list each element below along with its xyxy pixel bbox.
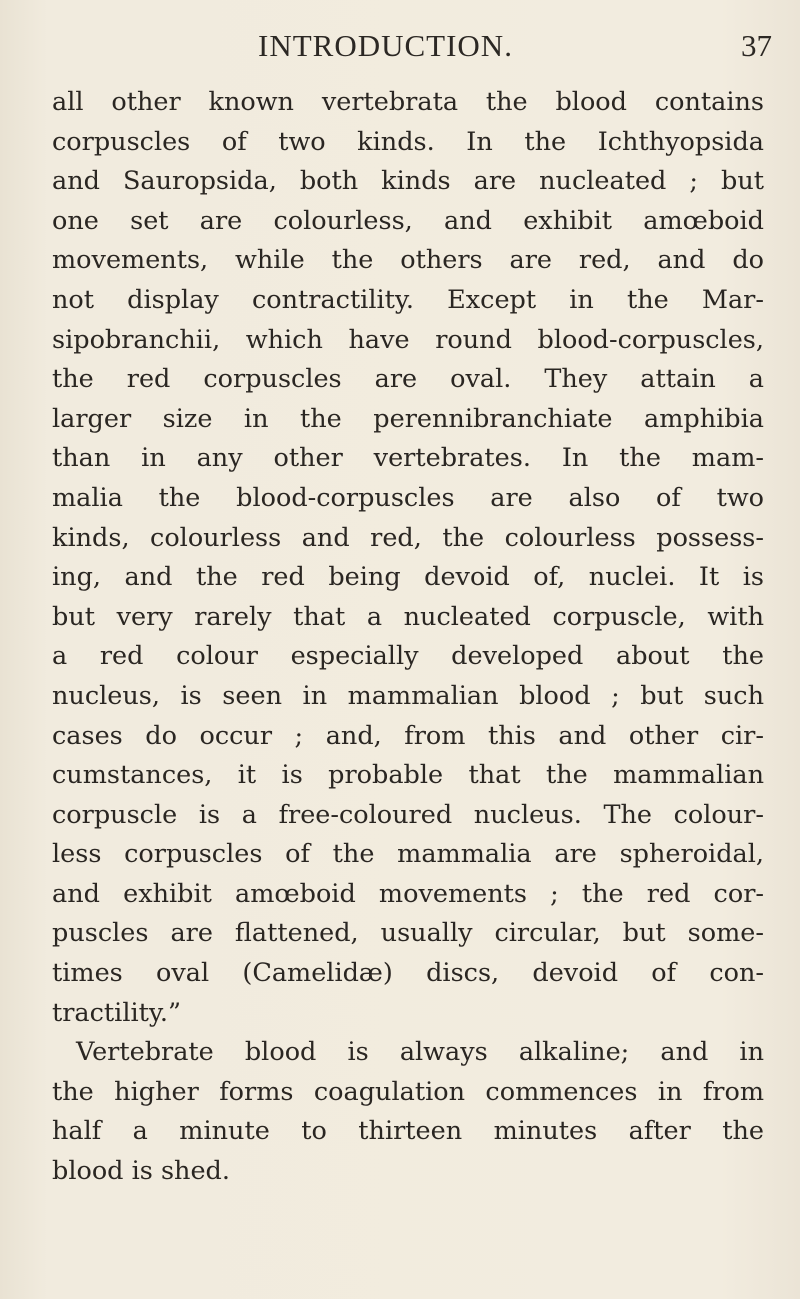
text-line: but very rarely that a nucleated corpuscle, with bbox=[52, 601, 764, 632]
text-line: ing, and the red being devoid of, nuclei. It is bbox=[52, 562, 764, 593]
running-head-title: INTRODUCTION. bbox=[258, 28, 513, 63]
text-line: cumstances, it is probable that the mammalian bbox=[52, 760, 764, 791]
running-head bbox=[0, 28, 800, 68]
text-line: cases do occur ; and, from this and other cir- bbox=[52, 720, 764, 751]
text-line: tractility.” bbox=[52, 997, 182, 1028]
text-line: corpuscle is a free-coloured nucleus. The colour- bbox=[52, 799, 764, 830]
text-line: corpuscles of two kinds. In the Ichthyopsida bbox=[52, 126, 764, 157]
text-line: and Sauropsida, both kinds are nucleated ; but bbox=[52, 166, 764, 197]
body-text bbox=[52, 83, 764, 1192]
text-line: half a minute to thirteen minutes after the bbox=[52, 1116, 764, 1147]
text-line: larger size in the perennibranchiate amphibia bbox=[52, 403, 764, 434]
page-number: 37 bbox=[741, 28, 772, 63]
text-line: one set are colourless, and exhibit amœboid bbox=[52, 205, 764, 236]
paragraph-1 bbox=[52, 83, 764, 1033]
text-line: Vertebrate blood is always alkaline; and in bbox=[76, 1037, 764, 1068]
text-line: times oval (Camelidæ) discs, devoid of con- bbox=[52, 958, 764, 989]
text-line: sipobranchii, which have round blood-corpuscles, bbox=[52, 324, 764, 355]
text-line: puscles are flattened, usually circular, but some- bbox=[52, 918, 764, 949]
text-line: the higher forms coagulation commences in from bbox=[52, 1076, 764, 1107]
text-line: a red colour especially developed about the bbox=[52, 641, 764, 672]
text-line: less corpuscles of the mammalia are spheroidal, bbox=[52, 839, 764, 870]
text-line: all other known vertebrata the blood contains bbox=[52, 87, 764, 117]
text-line: kinds, colourless and red, the colourless possess- bbox=[52, 522, 764, 553]
text-line: the red corpuscles are oval. They attain a bbox=[52, 364, 764, 395]
text-line: malia the blood-corpuscles are also of two bbox=[52, 482, 764, 513]
text-line: nucleus, is seen in mammalian blood ; but such bbox=[52, 680, 764, 711]
text-line: blood is shed. bbox=[52, 1156, 230, 1187]
text-line: and exhibit amœboid movements ; the red cor- bbox=[52, 878, 764, 909]
text-line: movements, while the others are red, and do bbox=[52, 245, 764, 276]
paragraph-2 bbox=[52, 1033, 764, 1191]
text-line: not display contractility. Except in the Mar- bbox=[52, 284, 764, 315]
text-line: than in any other vertebrates. In the mam- bbox=[52, 443, 764, 474]
